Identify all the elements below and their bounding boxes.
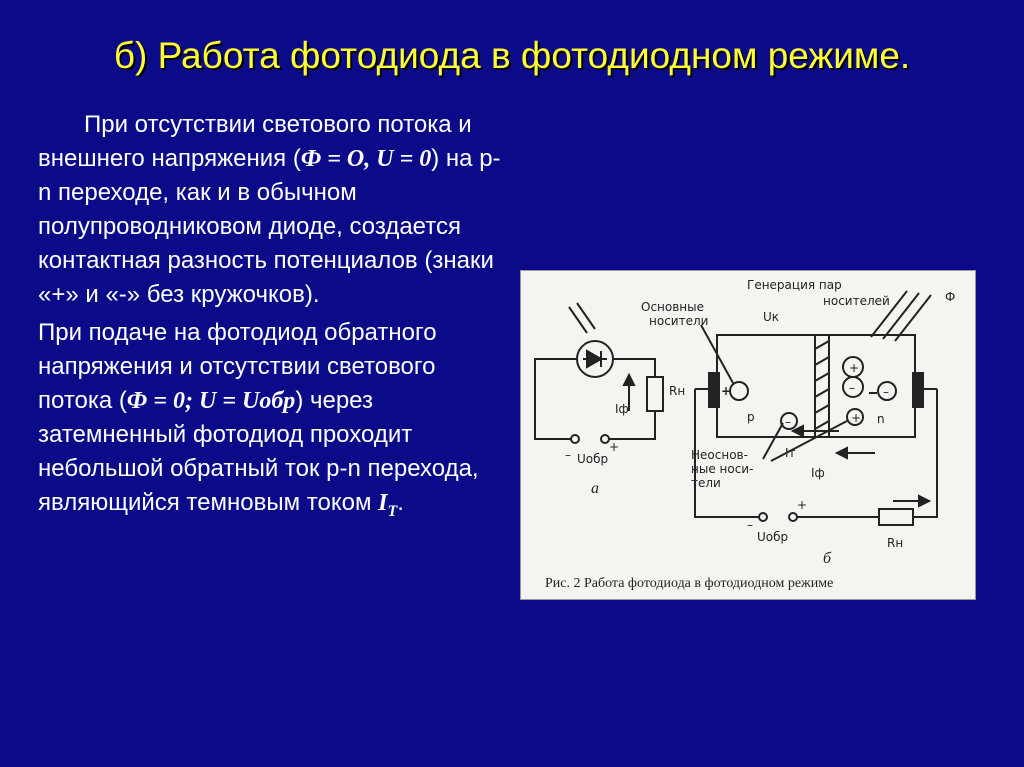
minority-label-2: ные носи- (691, 462, 754, 476)
load-resistor-b (879, 509, 913, 525)
figure-caption: Рис. 2 Работа фотодиода в фотодиодном режиме (545, 576, 834, 591)
circuit-a (535, 303, 663, 443)
circuit-b (695, 291, 937, 525)
voltage-label-a: Uобр (577, 452, 609, 466)
resistor-label-b: Rн (887, 536, 904, 550)
majority-carrier-left (730, 382, 748, 400)
contact-voltage-label: Uк (763, 310, 780, 324)
light-arrow (569, 307, 587, 333)
para1-text-2: ) на p-n переходе, как и в обычном полупроводниковом диоде, создается контактная разность потенциалов (знаки «+» и «-» без кружочков). (38, 145, 501, 308)
plus-sign-a: + (609, 440, 620, 454)
voltage-label-b: Uобр (757, 530, 789, 544)
plus-sign-b: + (797, 498, 808, 512)
minority-label-3: тели (691, 476, 721, 490)
para1-formula: Ф = О, U = 0 (300, 146, 432, 172)
dark-current-subscript: T (387, 503, 398, 520)
minus-sign-a: – (565, 448, 571, 462)
p-region-label: р (747, 410, 755, 424)
para2-text-3: . (397, 489, 404, 516)
majority-label-2: носители (649, 314, 709, 328)
para2-text-1: При подаче на фотодиод обратного напряжения и отсутствии светового потока ( (38, 319, 437, 414)
figure-label-a: а (591, 480, 599, 497)
photocurrent-label-a: Iф (615, 402, 629, 416)
slide-body (38, 108, 508, 533)
circuit-diagram (521, 271, 975, 599)
light-flux-label: Ф (945, 290, 956, 304)
para2-formula: Ф = 0; U = Uобр (126, 388, 296, 414)
dark-current-label: Iт (785, 446, 796, 460)
majority-label-1: Основные (641, 300, 705, 314)
figure-label-b: б (823, 550, 832, 567)
para1-text-1: При отсутствии светового потока и внешнего напряжения ( (38, 111, 472, 172)
charge-minus-generated: – (849, 381, 855, 395)
n-region-label: n (877, 412, 885, 426)
para2-text-2: ) через затемненный фотодиод проходит небольшой обратный ток p-n перехода, являющийся темновым током (38, 387, 479, 516)
charge-plus-minority: + (851, 411, 862, 425)
paragraph-reverse-voltage (38, 316, 508, 529)
load-resistor-a (647, 377, 663, 411)
generation-label-2: носителей (823, 294, 890, 308)
charge-plus-generated: + (849, 361, 860, 375)
generation-label-1: Генерация пар (747, 278, 842, 292)
resistor-label-a: Rн (669, 384, 686, 398)
electrode-left (709, 373, 719, 407)
charge-minus-minority: – (785, 415, 791, 429)
light-arrow (577, 303, 595, 329)
electrode-right (913, 373, 923, 407)
photodiode-figure (520, 270, 976, 600)
minus-sign-b: – (747, 518, 753, 532)
minority-label-1: Неоснов- (691, 448, 748, 462)
slide-title: б) Работа фотодиода в фотодиодном режиме. (113, 35, 911, 76)
charge-minus-right: – (883, 385, 889, 399)
dark-current-symbol: I (378, 490, 388, 516)
photocurrent-label-b: Iф (811, 466, 825, 480)
charge-plus-left: + (721, 384, 732, 398)
paragraph-no-light (38, 108, 508, 312)
